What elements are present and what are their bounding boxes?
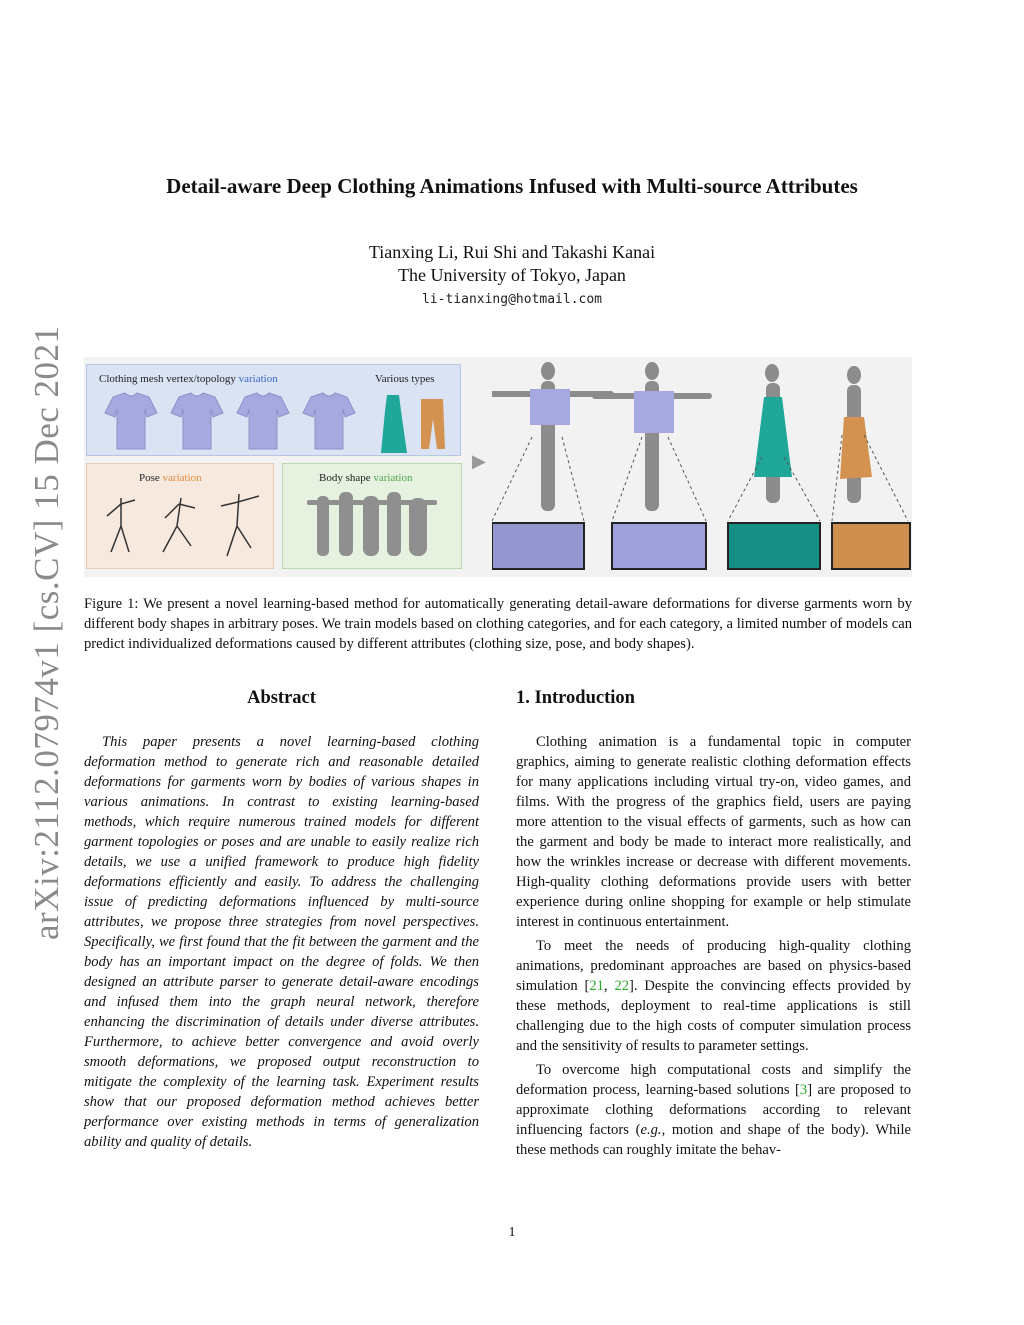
tshirt-icon	[105, 393, 157, 449]
citation-link[interactable]: 3	[799, 1082, 808, 1098]
detail-crop	[728, 523, 820, 569]
authors: Tianxing Li, Rui Shi and Takashi Kanai	[368, 242, 656, 262]
affiliation: The University of Tokyo, Japan	[398, 265, 626, 285]
tshirt-icon	[171, 393, 223, 449]
intro-paragraph: Clothing animation is a fundamental topic in computer graphics, aiming to generate realistic clothing deformation effects for many applications including virtual try-on, video games, and films. With the progress of the graphics field, users are paying more attention to the visual effects of garments, such as how can the garment and body be made to interact more realistically, and how the wrinkles increase or decrease with different movements. High-quality clothing deformations provide users with better experience during online shopping for example or help stimulate interest in continuous entertainment.	[516, 734, 911, 930]
page-number: 1	[508, 1225, 516, 1240]
arxiv-stamp: arXiv:2112.07974v1 [cs.CV] 15 Dec 2021	[27, 325, 66, 940]
garment-types	[377, 391, 457, 461]
avatar	[645, 362, 659, 380]
teaser-figure	[84, 357, 912, 577]
intro-column	[516, 688, 911, 1160]
panel-mesh-variation	[86, 364, 461, 456]
avatar	[847, 366, 861, 384]
email[interactable]: li-tianxing@hotmail.com	[421, 292, 602, 307]
body-shapes	[287, 486, 457, 566]
intro-heading: 1. Introduction	[516, 688, 635, 708]
intro-paragraph: To overcome high computational costs and simplify the deformation process, learning-based solutions [3] are proposed to approximate clothing deformations according to relevant influencing factors (e.g., motion and shape of the body). While these methods can roughly imitate the behav-	[516, 1062, 911, 1158]
avatar	[765, 364, 779, 382]
panel-shape-label: Body shape variation	[319, 472, 413, 484]
tshirt-icons	[93, 389, 363, 459]
tshirt-render	[634, 391, 674, 433]
skeleton-icon	[107, 498, 135, 552]
skeleton-poses	[91, 486, 271, 566]
avatar	[541, 362, 555, 380]
citation-link[interactable]: 21	[589, 978, 604, 994]
tshirt-icon	[303, 393, 355, 449]
panel-shape-variation	[282, 463, 462, 569]
figure-caption: Figure 1: We present a novel learning-based method for automatically generating detail-aware deformations for diverse garments worn by different body shapes in arbitrary poses. We train models based on clothing categories, and for each category, a limited number of models can predict individualized deformations caused by different attributes (clothing size, pose, and body shapes).	[84, 596, 912, 652]
abstract-column	[84, 688, 479, 1152]
panel-mesh-label: Clothing mesh vertex/topology variation	[99, 373, 278, 385]
dress-render	[754, 397, 792, 477]
pants-icon	[421, 399, 445, 449]
dress-icon	[381, 395, 407, 453]
paper-title: Detail-aware Deep Clothing Animations Infused with Multi-source Attributes	[166, 174, 858, 198]
panel-types-label: Various types	[375, 373, 435, 385]
tshirt-render	[530, 389, 570, 425]
detail-crop	[832, 523, 910, 569]
rendered-avatars	[492, 357, 912, 577]
abstract-text: This paper presents a novel learning-based clothing deformation method to generate rich and reasonable detailed deformations for garments worn by bodies of various shapes in various animations. In contrast to existing learning-based methods, which require numerous trained models for different garment topologies or poses and are unable to easily realize rich details, we use a unified framework to produce high fidelity deformations efficiently and easily. To address the challenging issue of predicting deformations influenced by multi-source attributes, we propose three strategies from novel perspectives. Specifically, we first found that the fit between the garment and the body has an important impact on the degree of folds. We then designed an attribute parser to generate detail-aware encodings and infused them into the graph neural network, therefore enhancing the discrimination of details under diverse attributes. Furthermore, to achieve better convergence and avoid overly smooth deformations, we proposed output reconstruction to mitigate the complexity of the learning task. Experiment results show that our proposed deformation method achieves better performance over existing methods in terms of generalization ability and quality of details.	[84, 734, 479, 1150]
skeleton-icon	[163, 498, 195, 552]
skeleton-icon	[221, 494, 259, 556]
panel-pose-label: Pose variation	[139, 472, 202, 484]
tshirt-icon	[237, 393, 289, 449]
abstract-heading: Abstract	[247, 688, 316, 708]
citation-link[interactable]: 22	[614, 978, 630, 994]
detail-crop	[492, 523, 584, 569]
pants-render	[840, 417, 872, 479]
arrow-icon: ▶	[472, 451, 486, 471]
panel-pose-variation	[86, 463, 274, 569]
detail-crop	[612, 523, 706, 569]
intro-body	[516, 732, 911, 1160]
intro-paragraph: To meet the needs of producing high-quality clothing animations, predominant approaches are based on physics-based simulation [21, 22]. Despite the convincing effects provided by these methods, deployment to real-time applications is still challenging due to the high costs of computer simulation process and the sensitivity of results to parameter settings.	[516, 938, 911, 1054]
